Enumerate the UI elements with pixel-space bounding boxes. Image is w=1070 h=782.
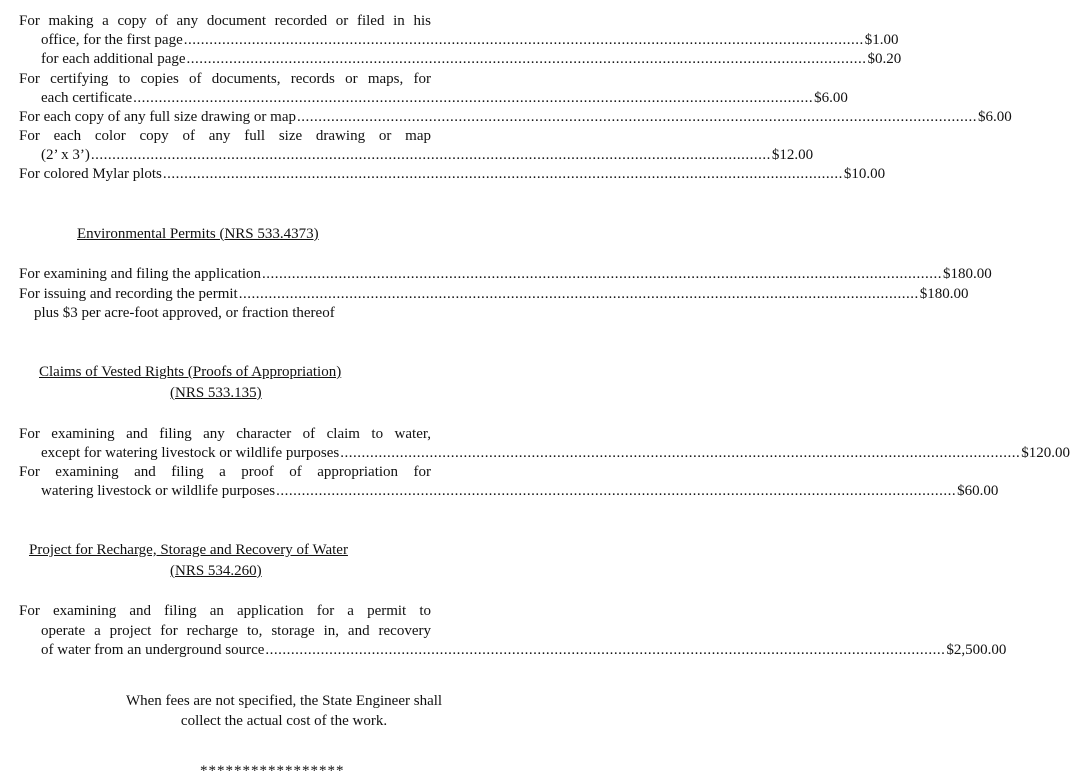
copy-fee-line: For certifying to copies of documents, records or maps, for: [19, 71, 431, 87]
fee-description: watering livestock or wildlife purposes: [41, 483, 276, 499]
fee-description: For colored Mylar plots: [19, 166, 162, 182]
fee-row: [19, 165, 886, 184]
fee-amount: $12.00: [771, 147, 814, 163]
closing-note: collect the actual cost of the work.: [180, 713, 388, 729]
section-heading-claims-of-vested-rights: Claims of Vested Rights (Proofs of Appropriation): [39, 364, 342, 380]
fee-description: For examining and filing the application: [19, 266, 262, 282]
fee-row: [19, 108, 1012, 127]
fee-description-line: operate a project for recharge to, storage in, and recovery: [41, 623, 431, 639]
fee-description: For issuing and recording the permit: [19, 286, 238, 302]
fee-description: For each copy of any full size drawing or map: [19, 109, 296, 125]
fee-row: [41, 50, 902, 69]
dot-leader: ................................................................................................................................................................: [265, 642, 946, 658]
dot-leader: ................................................................................................................................................................: [276, 483, 957, 499]
fee-row: [41, 146, 814, 165]
dot-leader: ................................................................................................................................................................: [340, 445, 1021, 461]
fee-amount: $60.00: [957, 483, 999, 499]
fee-row: [41, 89, 848, 108]
dot-leader: ................................................................................................................................................................: [238, 286, 919, 302]
dot-leader: ................................................................................................................................................................: [186, 51, 867, 67]
fee-amount: $6.00: [978, 109, 1012, 125]
dot-leader: ................................................................................................................................................................: [162, 166, 843, 182]
fee-description: each certificate: [41, 90, 133, 106]
fee-row: [41, 444, 1070, 463]
dot-leader: ................................................................................................................................................................: [297, 109, 977, 125]
fee-description: except for watering livestock or wildlife purposes: [41, 445, 340, 461]
fee-row: [41, 641, 1007, 660]
fee-amount: $180.00: [919, 286, 969, 302]
fee-description-line: For examining and filing an application for a permit to: [19, 603, 431, 619]
fee-row: [41, 31, 899, 50]
fee-note: plus $3 per acre-foot approved, or fraction thereof: [34, 305, 335, 321]
fee-description: of water from an underground source: [41, 642, 265, 658]
dot-leader: ................................................................................................................................................................: [262, 266, 943, 282]
fee-amount: $0.20: [867, 51, 902, 67]
dot-leader: ................................................................................................................................................................: [133, 90, 814, 106]
fee-description-line: For examining and filing a proof of appropriation for: [19, 464, 431, 480]
fee-amount: $6.00: [814, 90, 848, 106]
closing-note: When fees are not specified, the State Engineer shall: [125, 693, 443, 709]
copy-fee-line: For making a copy of any document recorded or filed in his: [19, 13, 431, 29]
dot-leader: ................................................................................................................................................................: [90, 147, 771, 163]
fee-description: office, for the first page: [41, 32, 183, 48]
fee-description: for each additional page: [41, 51, 186, 67]
fee-amount: $120.00: [1021, 445, 1070, 461]
fee-row: [19, 285, 969, 304]
dot-leader: ................................................................................................................................................................: [183, 32, 864, 48]
asterisk-separator: *****************: [200, 763, 345, 779]
section-heading-environmental-permits: Environmental Permits (NRS 533.4373): [77, 226, 319, 242]
fee-description-line: For examining and filing any character of claim to water,: [19, 426, 431, 442]
copy-fee-line: For each color copy of any full size drawing or map: [19, 128, 431, 144]
fee-amount: $10.00: [843, 166, 886, 182]
section-heading-recharge-project: Project for Recharge, Storage and Recovery of Water: [29, 542, 348, 558]
fee-amount: $1.00: [864, 32, 899, 48]
section-heading-statute: (NRS 534.260): [170, 563, 262, 579]
fee-row: [19, 265, 992, 284]
fee-row: [41, 482, 999, 501]
section-heading-statute: (NRS 533.135): [170, 385, 262, 401]
fee-description: (2’ x 3’): [41, 147, 90, 163]
fee-amount: $180.00: [943, 266, 992, 282]
fee-amount: $2,500.00: [946, 642, 1007, 658]
